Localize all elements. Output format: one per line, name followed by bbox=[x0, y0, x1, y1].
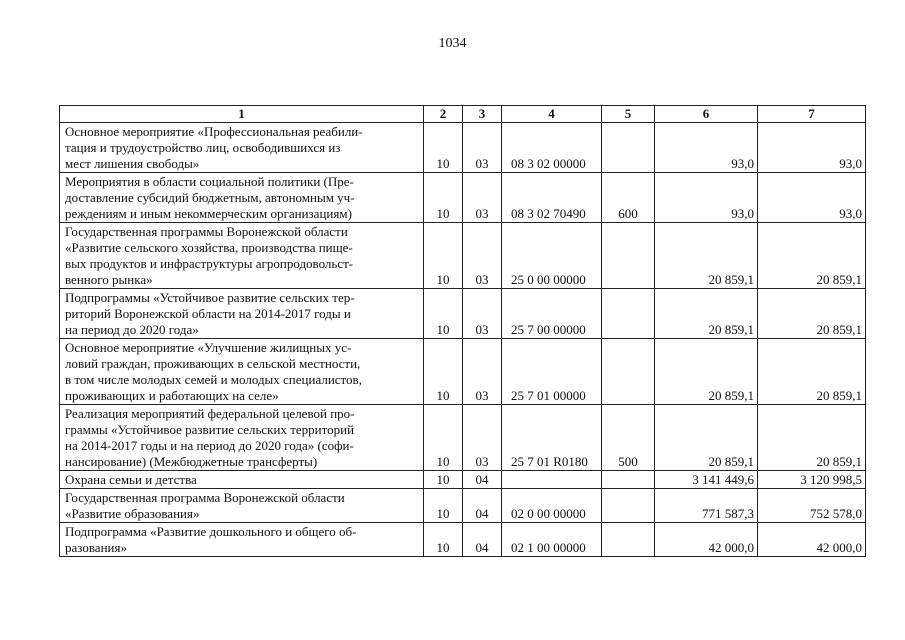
target-article-cell: 25 0 00 00000 bbox=[502, 223, 602, 289]
row-description-line: нансирование) (Межбюджетные трансферты) bbox=[65, 454, 318, 469]
subsection-cell: 04 bbox=[463, 489, 502, 523]
row-description bbox=[60, 173, 424, 223]
expense-type-cell bbox=[602, 471, 655, 489]
row-description-line: на 2014-2017 годы и на период до 2020 года» (софи- bbox=[65, 438, 354, 453]
amount-col6-cell: 771 587,3 bbox=[655, 489, 758, 523]
amount-col7-cell: 20 859,1 bbox=[758, 405, 866, 471]
row-description-line: Государственная программы Воронежской области bbox=[65, 224, 348, 239]
row-description-line: разования» bbox=[65, 540, 127, 555]
section-cell: 10 bbox=[424, 289, 463, 339]
table-row bbox=[60, 405, 866, 471]
header-cell-7: 7 bbox=[758, 106, 866, 123]
header-cell-5: 5 bbox=[602, 106, 655, 123]
amount-col6-cell: 93,0 bbox=[655, 173, 758, 223]
header-cell-3: 3 bbox=[463, 106, 502, 123]
header-cell-1: 1 bbox=[60, 106, 424, 123]
section-cell: 10 bbox=[424, 471, 463, 489]
amount-col7-cell: 20 859,1 bbox=[758, 223, 866, 289]
row-description-line: «Развитие сельского хозяйства, производства пище- bbox=[65, 240, 353, 255]
section-cell: 10 bbox=[424, 523, 463, 557]
table-row bbox=[60, 223, 866, 289]
amount-col6-cell: 3 141 449,6 bbox=[655, 471, 758, 489]
expense-type-cell bbox=[602, 123, 655, 173]
subsection-cell: 04 bbox=[463, 471, 502, 489]
row-description-line: вых продуктов и инфраструктуры агропродовольст- bbox=[65, 256, 354, 271]
page-number: 1034 bbox=[438, 36, 467, 51]
amount-col7-cell: 93,0 bbox=[758, 123, 866, 173]
target-article-cell: 08 3 02 70490 bbox=[502, 173, 602, 223]
table-row bbox=[60, 339, 866, 405]
target-article-cell: 25 7 01 R0180 bbox=[502, 405, 602, 471]
amount-col6-cell: 20 859,1 bbox=[655, 339, 758, 405]
section-cell: 10 bbox=[424, 489, 463, 523]
row-description bbox=[60, 123, 424, 173]
subsection-cell: 03 bbox=[463, 173, 502, 223]
table-row bbox=[60, 173, 866, 223]
row-description-line: Подпрограммы «Устойчивое развитие сельских тер- bbox=[65, 290, 355, 305]
row-description bbox=[60, 339, 424, 405]
row-description-line: Основное мероприятие «Улучшение жилищных ус- bbox=[65, 340, 352, 355]
row-description-line: Мероприятия в области социальной политики (Пре- bbox=[65, 174, 354, 189]
header-cell-6: 6 bbox=[655, 106, 758, 123]
section-cell: 10 bbox=[424, 339, 463, 405]
row-description-line: мест лишения свободы» bbox=[65, 156, 200, 171]
row-description-line: Государственная программа Воронежской области bbox=[65, 490, 345, 505]
row-description bbox=[60, 523, 424, 557]
target-article-cell: 08 3 02 00000 bbox=[502, 123, 602, 173]
amount-col7-cell: 20 859,1 bbox=[758, 339, 866, 405]
target-article-cell: 02 0 00 00000 bbox=[502, 489, 602, 523]
row-description-line: на период до 2020 года» bbox=[65, 322, 199, 337]
header-cell-4: 4 bbox=[502, 106, 602, 123]
row-description-line: ловий граждан, проживающих в сельской местности, bbox=[65, 356, 361, 371]
subsection-cell: 03 bbox=[463, 123, 502, 173]
amount-col6-cell: 20 859,1 bbox=[655, 405, 758, 471]
amount-col7-cell: 3 120 998,5 bbox=[758, 471, 866, 489]
row-description bbox=[60, 405, 424, 471]
expense-type-cell bbox=[602, 339, 655, 405]
expense-type-cell: 600 bbox=[602, 173, 655, 223]
expense-type-cell bbox=[602, 489, 655, 523]
table-header-row bbox=[60, 106, 866, 123]
row-description-line: тация и трудоустройство лиц, освободившихся из bbox=[65, 140, 341, 155]
expense-type-cell bbox=[602, 223, 655, 289]
amount-col6-cell: 93,0 bbox=[655, 123, 758, 173]
section-cell: 10 bbox=[424, 173, 463, 223]
row-description-line: «Развитие образования» bbox=[65, 506, 200, 521]
subsection-cell: 03 bbox=[463, 223, 502, 289]
subsection-cell: 04 bbox=[463, 523, 502, 557]
row-description-line: проживающих и работающих на селе» bbox=[65, 388, 279, 403]
table-row bbox=[60, 489, 866, 523]
row-description bbox=[60, 489, 424, 523]
expense-type-cell bbox=[602, 289, 655, 339]
target-article-cell: 02 1 00 00000 bbox=[502, 523, 602, 557]
table-row bbox=[60, 289, 866, 339]
amount-col7-cell: 42 000,0 bbox=[758, 523, 866, 557]
row-description bbox=[60, 471, 424, 489]
target-article-cell: 25 7 00 00000 bbox=[502, 289, 602, 339]
target-article-cell bbox=[502, 471, 602, 489]
header-cell-2: 2 bbox=[424, 106, 463, 123]
row-description-line: реждениям и иным некоммерческим организациям) bbox=[65, 206, 352, 221]
section-cell: 10 bbox=[424, 405, 463, 471]
expense-type-cell: 500 bbox=[602, 405, 655, 471]
amount-col7-cell: 93,0 bbox=[758, 173, 866, 223]
row-description-line: Основное мероприятие «Профессиональная реабили- bbox=[65, 124, 363, 139]
subsection-cell: 03 bbox=[463, 289, 502, 339]
expense-type-cell bbox=[602, 523, 655, 557]
table-row bbox=[60, 523, 866, 557]
table-row bbox=[60, 471, 866, 489]
section-cell: 10 bbox=[424, 123, 463, 173]
row-description-line: Реализация мероприятий федеральной целевой про- bbox=[65, 406, 355, 421]
amount-col6-cell: 20 859,1 bbox=[655, 289, 758, 339]
row-description bbox=[60, 289, 424, 339]
amount-col6-cell: 42 000,0 bbox=[655, 523, 758, 557]
amount-col7-cell: 20 859,1 bbox=[758, 289, 866, 339]
section-cell: 10 bbox=[424, 223, 463, 289]
row-description-line: венного рынка» bbox=[65, 272, 153, 287]
row-description-line: в том числе молодых семей и молодых специалистов, bbox=[65, 372, 362, 387]
target-article-cell: 25 7 01 00000 bbox=[502, 339, 602, 405]
row-description-line: риторий Воронежской области на 2014-2017 годы и bbox=[65, 306, 351, 321]
row-description-line: граммы «Устойчивое развитие сельских территорий bbox=[65, 422, 355, 437]
subsection-cell: 03 bbox=[463, 405, 502, 471]
row-description bbox=[60, 223, 424, 289]
amount-col7-cell: 752 578,0 bbox=[758, 489, 866, 523]
budget-table bbox=[59, 105, 866, 557]
amount-col6-cell: 20 859,1 bbox=[655, 223, 758, 289]
subsection-cell: 03 bbox=[463, 339, 502, 405]
table-row bbox=[60, 123, 866, 173]
table-body bbox=[60, 106, 866, 557]
row-description-line: Охрана семьи и детства bbox=[65, 472, 197, 487]
row-description-line: Подпрограмма «Развитие дошкольного и общего об- bbox=[65, 524, 357, 539]
row-description-line: доставление субсидий бюджетным, автономным уч- bbox=[65, 190, 355, 205]
